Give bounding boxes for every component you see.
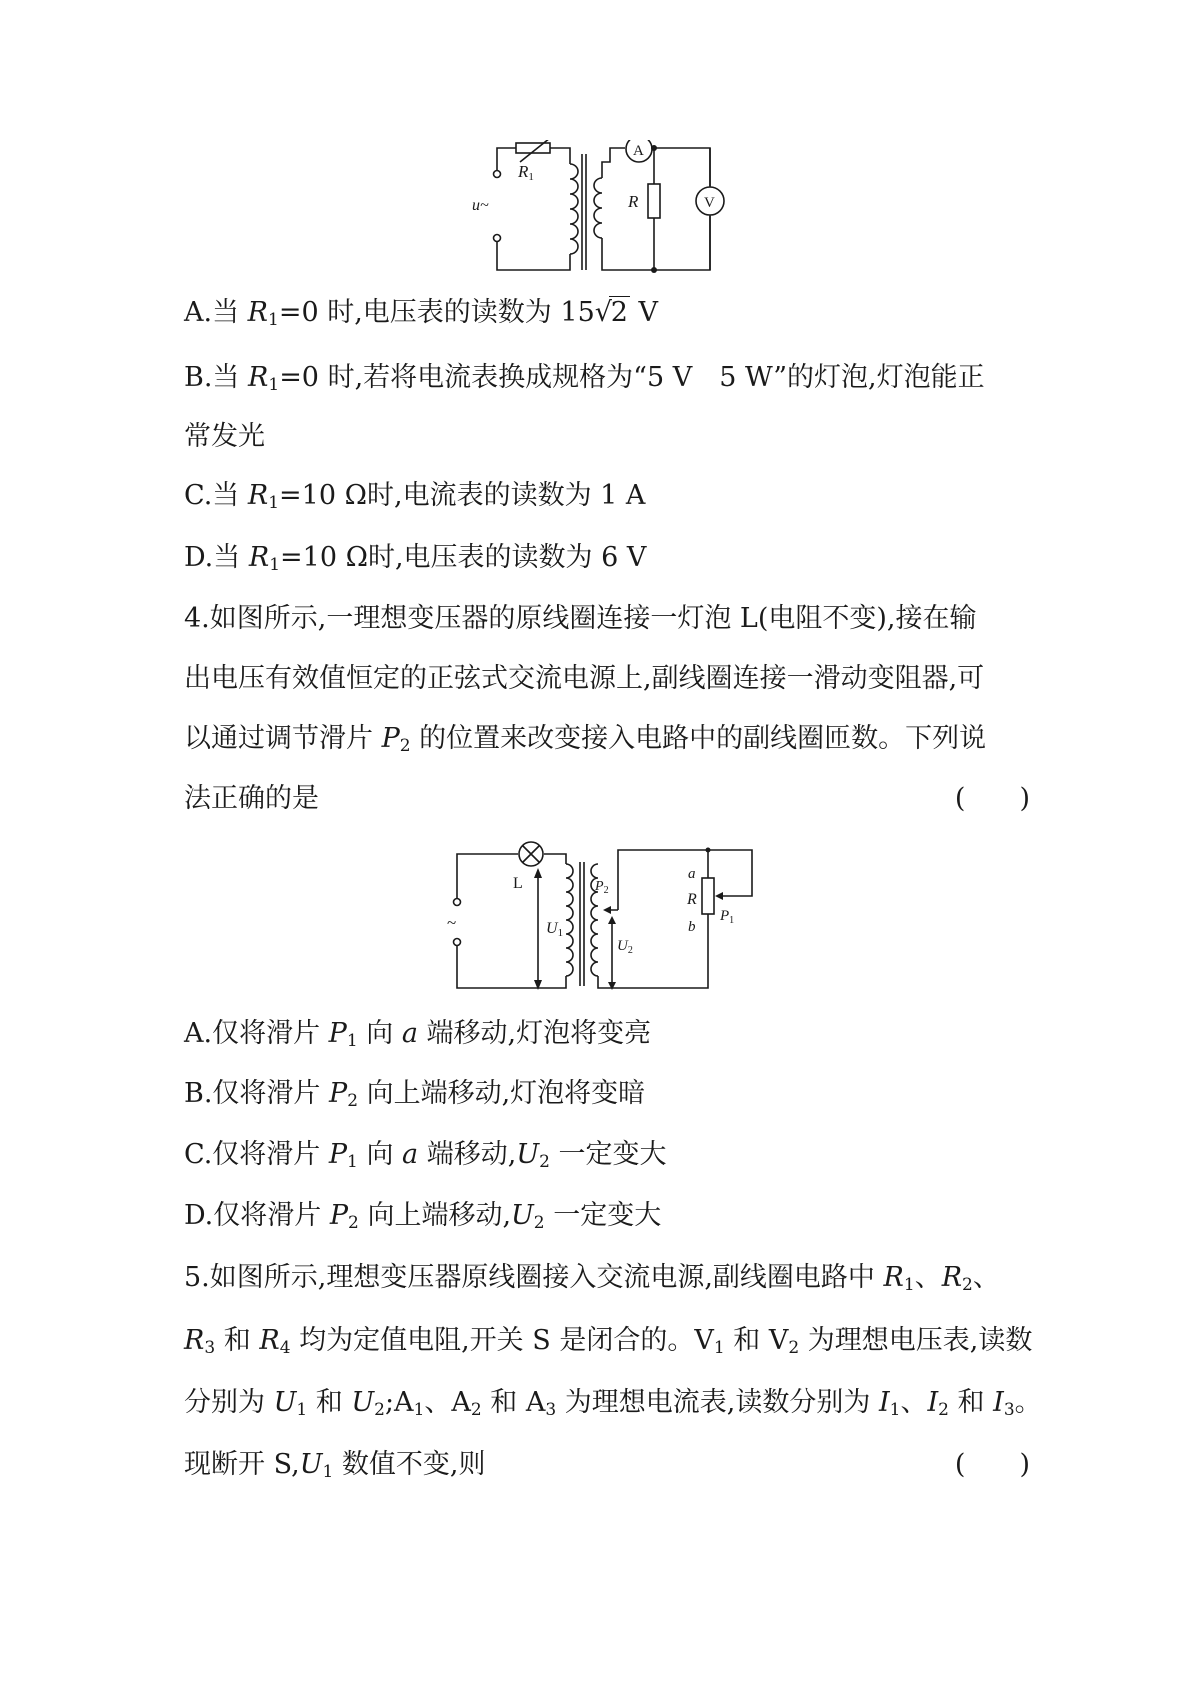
svg-text:P2: $P_2$	[595, 879, 609, 896]
q5-stem-line-4: 现断开 $S,U_1$ 数值不变,则	[184, 1449, 486, 1482]
q3-option-d: D.当 $R_1=10$ Ω时,电压表的读数为 6 V	[184, 542, 647, 575]
source-label: u~	[472, 197, 489, 214]
q4-stem-line-4: 法正确的是	[184, 783, 319, 814]
circuit-figure-1	[470, 140, 740, 280]
q5-stem-line-1: 5.如图所示,理想变压器原线圈接入交流电源,副线圈电路中 $R_1$、$R_2$、	[184, 1262, 1000, 1295]
q4-stem-line-2: 出电压有效值恒定的正弦式交流电源上,副线圈连接一滑动变阻器,可	[184, 663, 985, 694]
voltmeter-label: V	[704, 195, 715, 211]
q4-stem-line-1: 4.如图所示,一理想变压器的原线圈连接一灯泡 L(电阻不变),接在输	[184, 603, 977, 634]
q3-option-b: B.当 $R_1=0$ 时,若将电流表换成规格为“5 V 5 W”的灯泡,灯泡能正	[184, 362, 985, 395]
terminal-b-label: b	[688, 919, 696, 935]
svg-text:R1: R1	[518, 162, 534, 183]
q5-stem-line-2: $R_3$ 和 $R_4$ 均为定值电阻,开关 S 是闭合的。$V_1$ 和 $V_2$ 为理想电压表,读数	[184, 1325, 1033, 1358]
lamp-label: L	[513, 875, 523, 892]
q3-option-c: C.当 $R_1=10$ Ω时,电流表的读数为 1 A	[184, 480, 646, 513]
source-symbol: ~	[447, 913, 457, 932]
svg-text:U2: $U_2$	[617, 938, 633, 956]
q4-stem-line-3: 以通过调节滑片 $P_2$ 的位置来改变接入电路中的副线圈匝数。下列说	[184, 723, 987, 756]
q5-stem-line-3: 分别为 $U_1$ 和 $U_2;A_1$、$A_2$ 和 $A_3$ 为理想电流表,读数分别为 $I_1$、$I_2$ 和 $I_3$。	[184, 1387, 1042, 1420]
circuit-figure-2	[440, 838, 770, 998]
q4-option-a: A.仅将滑片 $P_1$ 向 a 端移动,灯泡将变亮	[184, 1018, 652, 1051]
terminal-a-label: a	[688, 866, 696, 882]
r1-label: R	[518, 162, 529, 181]
q5-answer-blank: ( )	[954, 1449, 1030, 1480]
svg-text:U1: U1	[546, 920, 564, 939]
q4-answer-blank: ( )	[954, 783, 1030, 814]
q4-option-c: C.仅将滑片 $P_1$ 向 a 端移动$,U_2$ 一定变大	[184, 1139, 667, 1172]
q3-option-b-cont: 常发光	[184, 421, 265, 452]
q3-option-a: A.当 $R_1=0$ 时,电压表的读数为 15 √ 2 V	[184, 297, 659, 330]
svg-text:P1: $P_1$	[720, 908, 735, 926]
resistor-label: R	[628, 192, 639, 211]
rheostat-label: R	[687, 891, 697, 908]
ammeter-label: A	[633, 143, 644, 159]
q4-option-d: D.仅将滑片 $P_2$ 向上端移动$,U_2$ 一定变大	[184, 1200, 662, 1233]
q4-option-b: B.仅将滑片 $P_2$ 向上端移动,灯泡将变暗	[184, 1078, 646, 1111]
